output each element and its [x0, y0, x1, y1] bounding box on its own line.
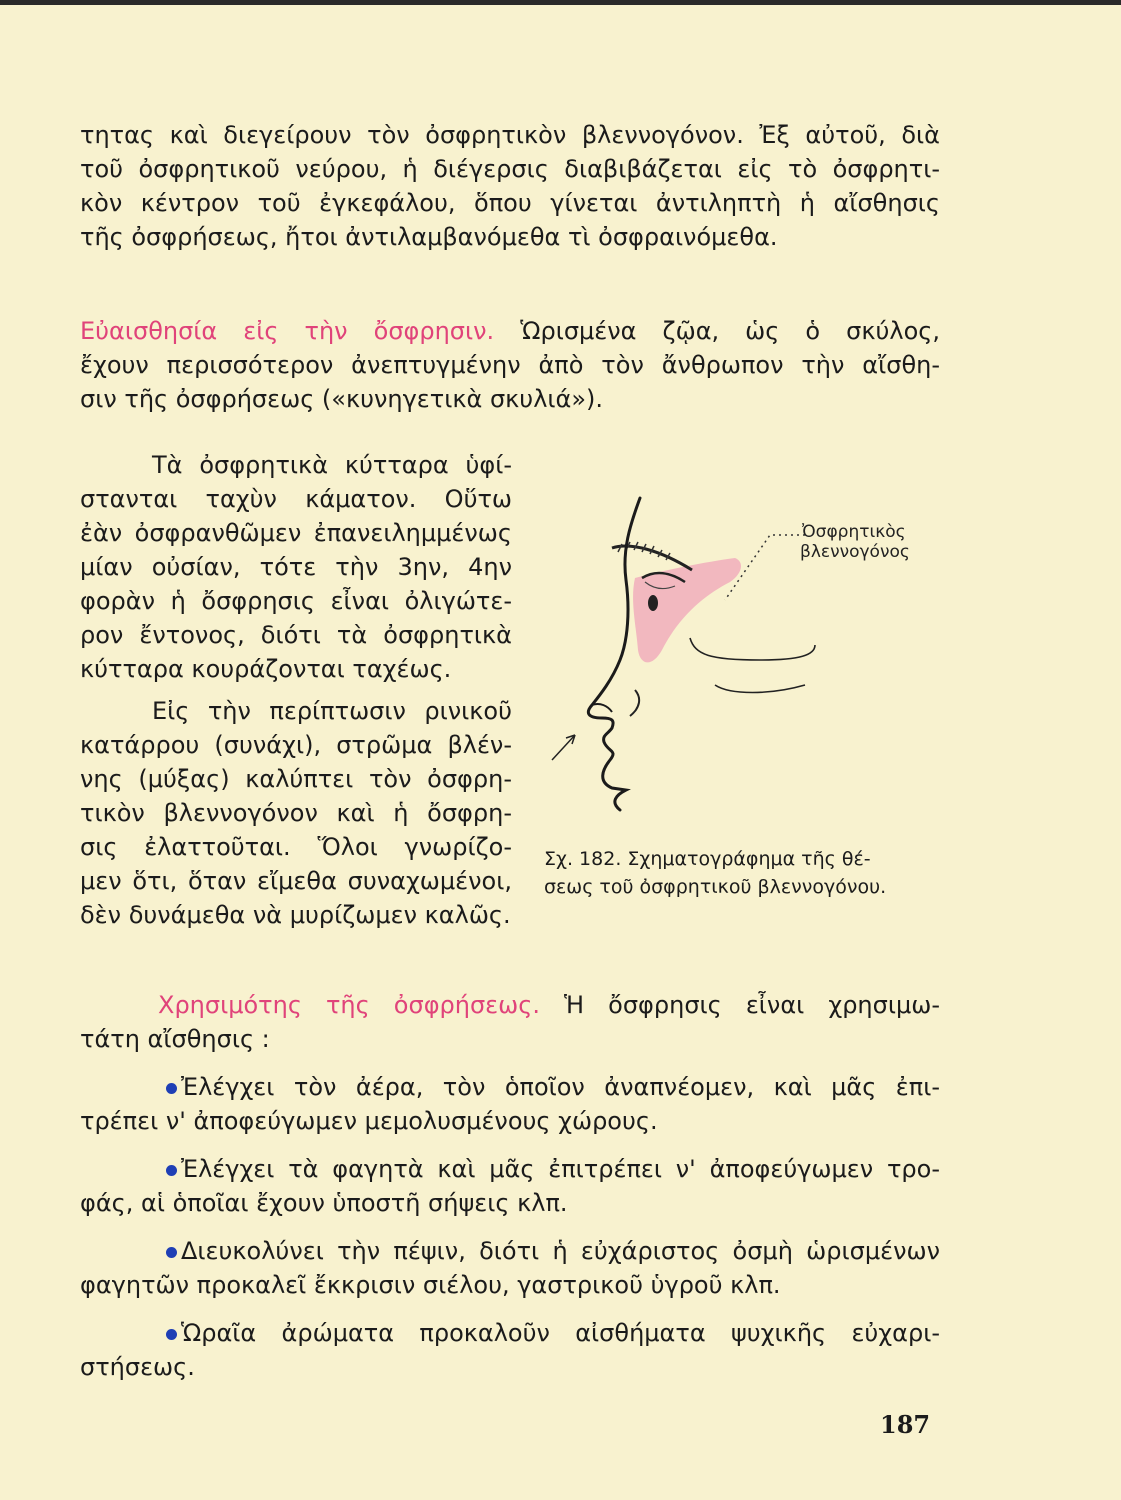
eye-pupil — [648, 595, 658, 611]
text-line: τῆς ὀσφρήσεως, ἤτοι ἀντιλαμβανόμεθα τὶ ὀσφραινόμεθα. — [80, 223, 778, 251]
text-line: μίαν οὐσίαν, τότε τὴν 3ην, 4ην — [80, 553, 512, 581]
fatigue-paragraph — [80, 448, 512, 686]
text-line — [80, 1234, 940, 1268]
sensitivity-paragraph — [80, 314, 940, 416]
mouth-curve — [630, 690, 639, 716]
text-line: τικὸν βλεννογόνον καὶ ἡ ὄσφρη- — [80, 799, 512, 827]
text-line: τάτη αἴσθησις : — [80, 1025, 270, 1053]
bullet-text: Διευκολύνει τὴν πέψιν, διότι ἡ εὐχάριστος ὀσμὴ ὡρισμένων — [181, 1237, 940, 1265]
text-line: φάς, αἱ ὁποῖαι ἔχουν ὑποστῆ σήψεις κλπ. — [80, 1189, 568, 1217]
list-item — [80, 1316, 940, 1384]
list-item — [80, 1070, 940, 1138]
text-line: μεν ὅτι, ὅταν εἴμεθα συναχωμένοι, — [80, 867, 512, 895]
text-line: τητας καὶ διεγείρουν τὸν ὀσφρητικὸν βλεννογόνον. Ἐξ αὐτοῦ, διὰ — [80, 121, 940, 149]
cold-paragraph — [80, 694, 512, 932]
text-line — [80, 988, 940, 1022]
text-span: Ἡ ὄσφρησις εἶναι χρησιμω- — [564, 991, 940, 1019]
bullet-text: Ὡραῖα ἀρώματα προκαλοῦν αἰσθήματα ψυχικῆς εὐχαρι- — [181, 1319, 940, 1347]
bullet-text: Ἐλέγχει τὰ φαγητὰ καὶ μᾶς ἐπιτρέπει ν' ἀποφεύγωμεν τρο- — [181, 1155, 940, 1183]
text-line: δὲν δυνάμεθα νὰ μυρίζωμεν καλῶς. — [80, 901, 511, 929]
text-line: σις ἐλαττοῦται. Ὅλοι γνωρίζο- — [80, 833, 512, 861]
arrow-shaft — [552, 735, 575, 760]
figure-caption — [544, 845, 924, 901]
text-line — [80, 1316, 940, 1350]
intro-paragraph — [80, 118, 940, 254]
face-outline — [588, 498, 640, 810]
text-line: στήσεως. — [80, 1353, 195, 1381]
text-line: νης (μύξας) καλύπτει τὸν ὀσφρη- — [80, 765, 512, 793]
text-line: φαγητῶν προκαλεῖ ἔκκρισιν σιέλου, γαστρικοῦ ὑγροῦ κλπ. — [80, 1271, 781, 1299]
text-line: φορὰν ἡ ὄσφρησις εἶναι ὀλιγώτε- — [80, 587, 512, 615]
text-line: Εἰς τὴν περίπτωσιν ρινικοῦ — [152, 697, 512, 725]
text-line: τρέπει ν' ἀποφεύγωμεν μεμολυσμένους χώρους. — [80, 1107, 658, 1135]
text-line: ἐὰν ὀσφρανθῶμεν ἐπανειλημμένως — [80, 519, 512, 547]
figure-label — [800, 522, 910, 562]
bullet-icon — [166, 1247, 177, 1258]
text-span: Ὡρισμένα ζῷα, ὡς ὁ σκύλος, — [520, 317, 940, 345]
text-line: τοῦ ὀσφρητικοῦ νεύρου, ἡ διέγερσις διαβιβάζεται εἰς τὸ ὀσφρητι- — [80, 155, 940, 183]
list-item — [80, 1152, 940, 1220]
page-number: 187 — [880, 1410, 931, 1439]
bullet-text: Ἐλέγχει τὸν ἀέρα, τὸν ὁποῖον ἀναπνέομεν, καὶ μᾶς ἐπι- — [181, 1073, 940, 1101]
bullet-icon — [166, 1165, 177, 1176]
caption-line: Σχ. 182. Σχηματογράφημα τῆς θέ- — [544, 848, 871, 870]
caption-line: σεως τοῦ ὀσφρητικοῦ βλεννογόνου. — [544, 876, 887, 898]
text-line: σιν τῆς ὀσφρήσεως («κυνηγετικὰ σκυλιά»). — [80, 385, 604, 413]
usefulness-paragraph — [80, 988, 940, 1056]
text-line: κὸν κέντρον τοῦ ἐγκεφάλου, ὅπου γίνεται ἀντιληπτὴ ἡ αἴσθησις — [80, 189, 940, 217]
label-line: βλεννογόνος — [800, 542, 910, 562]
text-line — [80, 314, 940, 348]
usefulness-heading: Χρησιμότης τῆς ὀσφρήσεως. — [158, 991, 540, 1019]
bullet-icon — [166, 1083, 177, 1094]
cheek-line-upper — [690, 638, 815, 660]
nostril — [592, 704, 612, 712]
text-line: κύτταρα κουράζονται ταχέως. — [80, 655, 452, 683]
bullet-icon — [166, 1329, 177, 1340]
page-top-edge — [0, 0, 1121, 5]
text-line: ἔχουν περισσότερον ἀνεπτυγμένην ἀπὸ τὸν ἄνθρωπον τὴν αἴσθη- — [80, 351, 940, 379]
text-line: στανται ταχὺν κάματον. Οὕτω — [80, 485, 512, 513]
text-line — [80, 1152, 940, 1186]
text-line: Τὰ ὀσφρητικὰ κύτταρα ὑφί- — [152, 451, 512, 479]
sensitivity-heading: Εὐαισθησία εἰς τὴν ὄσφρησιν. — [80, 317, 495, 345]
cheek-line-lower — [715, 685, 805, 693]
label-line: Ὀσφρητικὸς — [802, 522, 906, 542]
bullet-list — [80, 1070, 940, 1384]
text-line: ρον ἔντονος, διότι τὰ ὀσφρητικὰ — [80, 621, 512, 649]
text-line — [80, 1070, 940, 1104]
list-item — [80, 1234, 940, 1302]
text-line: κατάρρου (συνάχι), στρῶμα βλέν- — [80, 731, 512, 759]
